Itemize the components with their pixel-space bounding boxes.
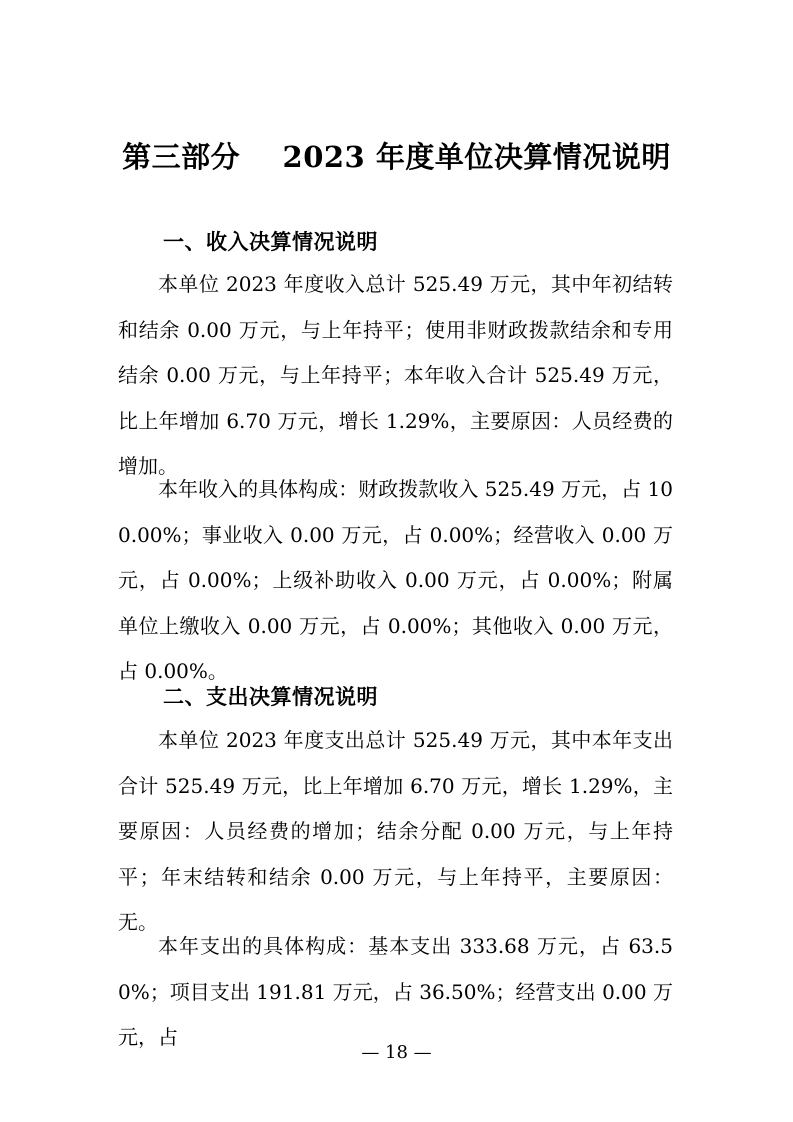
section-heading-expenditure: 二、支出决算情况说明 [163,685,378,709]
page-number: — 18 — [361,1042,432,1063]
paragraph-income-summary: 本单位 2023 年度收入总计 525.49 万元，其中年初结转和结余 0.00 万元，与上年持平；使用非财政拨款结余和专用结余 0.00 万元，与上年持平；本年收入合计 525.49 万元，比上年增加 6.70 万元，增长 1.29%，主要原因：人员经费的增加。 [118,272,673,479]
section-heading-income: 一、收入决算情况说明 [163,230,378,254]
paragraph-expenditure-composition: 本年支出的具体构成：基本支出 333.68 万元，占 63.50%；项目支出 191.81 万元，占 36.50%；经营支出 0.00 万元，占 [118,934,673,1050]
paragraph-expenditure-summary: 本单位 2023 年度支出总计 525.49 万元，其中本年支出合计 525.49 万元，比上年增加 6.70 万元，增长 1.29%，主要原因：人员经费的增加；结余分配 0.00 万元，与上年持平；年末结转和结余 0.00 万元，与上年持平，主要原因：无。 [118,728,673,935]
paragraph-income-composition: 本年收入的具体构成：财政拨款收入 525.49 万元，占 100.00%；事业收入 0.00 万元，占 0.00%；经营收入 0.00 万元，占 0.00%；上级补助收入 0.00 万元，占 0.00%；附属单位上缴收入 0.00 万元，占 0.00%；其他收入 0.00 万元，占 0.00%。 [118,477,673,684]
page-title: 第三部分 2023 年度单位决算情况说明 [122,140,671,174]
